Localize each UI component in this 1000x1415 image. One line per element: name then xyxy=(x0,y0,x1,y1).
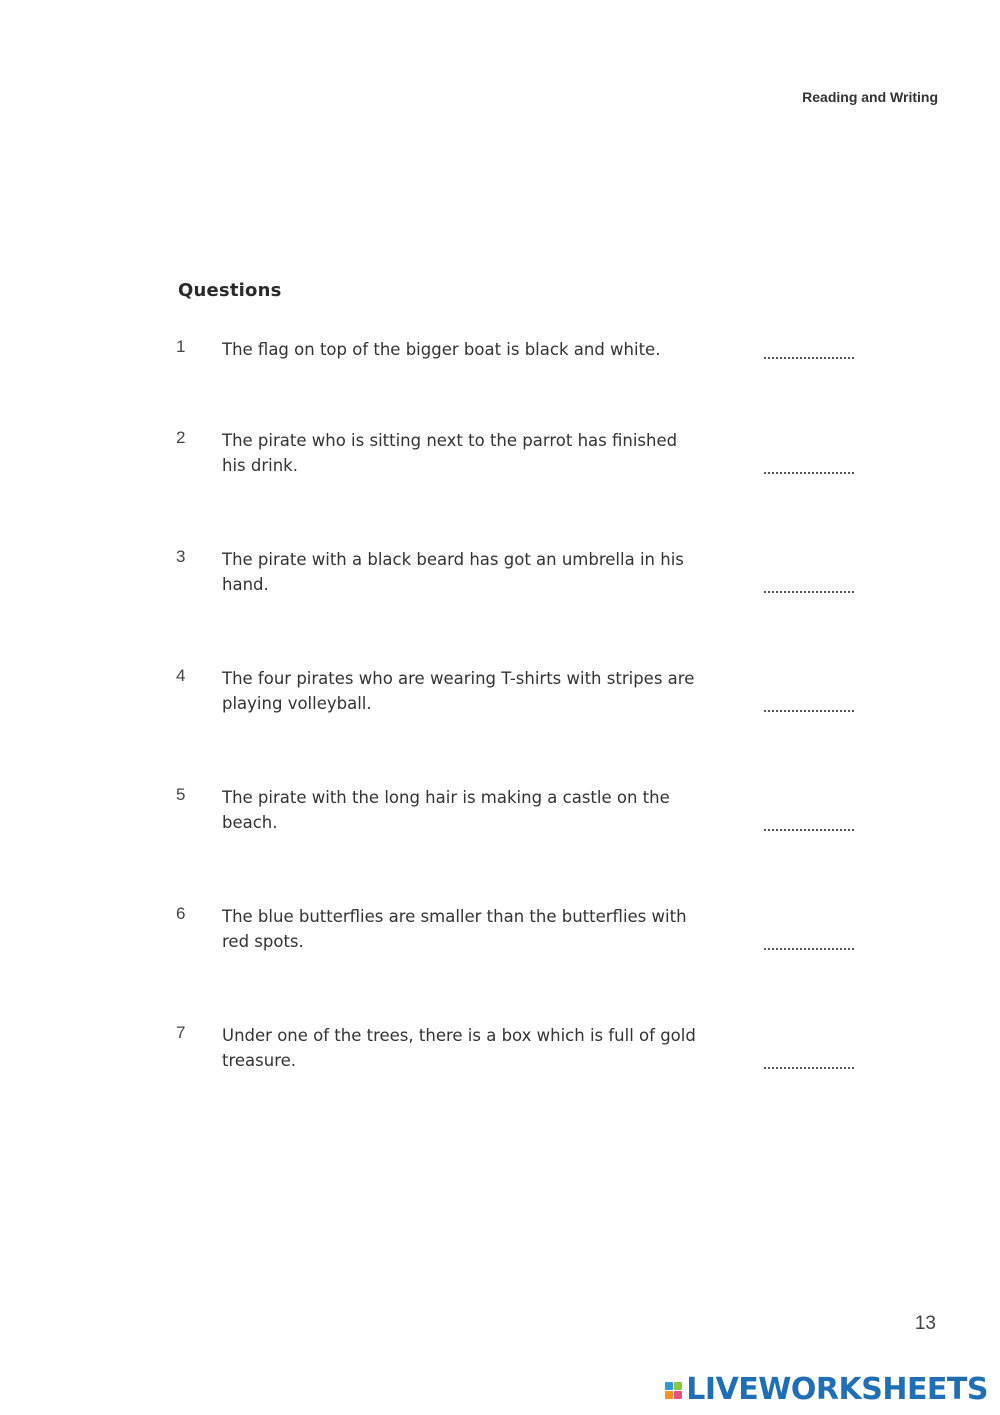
answer-input[interactable] xyxy=(764,577,854,593)
page-number: 13 xyxy=(914,1313,936,1334)
logo-square-icon xyxy=(674,1391,682,1399)
question-number: 3 xyxy=(176,547,186,566)
question-item xyxy=(176,337,866,407)
answer-input[interactable] xyxy=(764,1053,854,1069)
question-number: 5 xyxy=(176,785,186,804)
question-text: The four pirates who are wearing T-shirts with stripes are playing volleyball. xyxy=(222,669,695,713)
answer-input[interactable] xyxy=(764,934,854,950)
answer-input[interactable] xyxy=(764,458,854,474)
question-item xyxy=(176,904,866,974)
running-header: Reading and Writing xyxy=(802,89,938,105)
question-number: 7 xyxy=(176,1023,186,1042)
logo-square-icon xyxy=(665,1391,673,1399)
brand-name: LIVEWORKSHEETS xyxy=(686,1372,988,1407)
question-item xyxy=(176,785,866,855)
question-number: 6 xyxy=(176,904,186,923)
answer-input[interactable] xyxy=(764,815,854,831)
answer-input[interactable] xyxy=(764,696,854,712)
question-number: 4 xyxy=(176,666,186,685)
question-item xyxy=(176,428,866,498)
question-text: The pirate who is sitting next to the parrot has finished his drink. xyxy=(222,431,678,475)
brand-logo[interactable] xyxy=(665,1374,988,1406)
liveworksheets-logo-icon xyxy=(665,1382,682,1399)
section-title: Questions xyxy=(178,280,282,301)
logo-square-icon xyxy=(674,1382,682,1390)
answer-input[interactable] xyxy=(764,343,854,359)
question-text: The pirate with a black beard has got an umbrella in his hand. xyxy=(222,550,684,594)
question-text: The pirate with the long hair is making a castle on the beach. xyxy=(222,788,670,832)
question-number: 2 xyxy=(176,428,186,447)
question-item xyxy=(176,666,866,736)
question-text: The flag on top of the bigger boat is black and white. xyxy=(222,340,661,359)
question-text: The blue butterflies are smaller than the butterflies with red spots. xyxy=(222,907,687,951)
question-number: 1 xyxy=(176,337,186,356)
logo-square-icon xyxy=(665,1382,673,1390)
question-item xyxy=(176,547,866,617)
question-text: Under one of the trees, there is a box which is full of gold treasure. xyxy=(222,1026,696,1070)
question-item xyxy=(176,1023,866,1093)
